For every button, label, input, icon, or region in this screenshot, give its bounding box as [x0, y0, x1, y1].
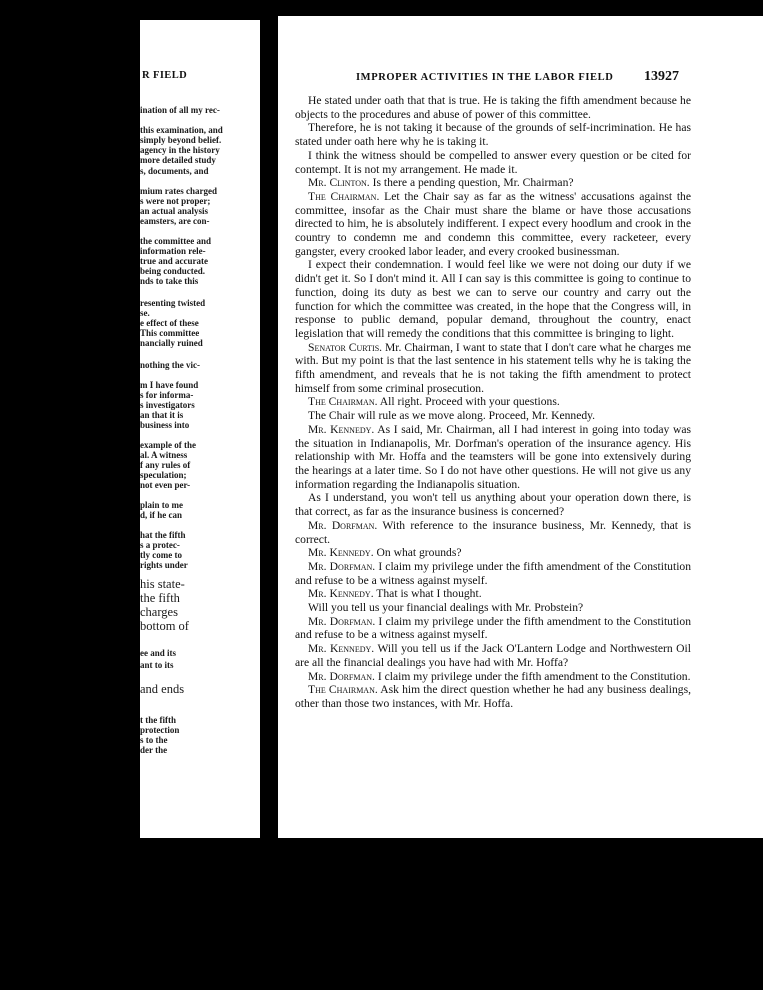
- paragraph-text: Will you tell us if the Jack O'Lantern Lodge and Northwestern Oil are all the financial dealings you have had with Mr. Hoffa?: [295, 642, 691, 669]
- speaker-name: Mr. Dorfman.: [308, 614, 376, 628]
- left-fragment-line: ant to its: [140, 660, 174, 670]
- speaker-name: Mr. Clinton.: [308, 176, 370, 190]
- speaker-name: Mr. Dorfman.: [308, 518, 378, 532]
- transcript-paragraph: [295, 491, 691, 518]
- transcript-paragraph: [295, 341, 691, 396]
- left-fragment-line: not even per-: [140, 480, 191, 490]
- transcript-paragraph: [295, 560, 691, 587]
- left-fragment-line: the fifth: [140, 591, 180, 605]
- paragraph-text: He stated under oath that that is true. He is taking the fifth amendment because he objects to the procedures and abuse of power of this committee.: [295, 94, 691, 121]
- paragraph-text: Is there a pending question, Mr. Chairman?: [369, 176, 574, 190]
- transcript-body: [295, 94, 691, 711]
- left-fragment-line: s to the: [140, 735, 168, 745]
- left-fragment-line: s for informa-: [140, 390, 194, 400]
- paragraph-text: Therefore, he is not taking it because of the grounds of self-incrimination. He has stated under oath here why he is taking it.: [295, 121, 691, 149]
- speaker-name: Mr. Kennedy.: [308, 587, 374, 601]
- left-fragment-line: t the fifth: [140, 715, 176, 725]
- left-fragment-line: e effect of these: [140, 318, 199, 328]
- left-fragment-line: an actual analysis: [140, 206, 209, 216]
- left-fragment-line: nds to take this: [140, 276, 199, 286]
- left-fragment-line: the committee and: [140, 236, 211, 246]
- transcript-paragraph: [295, 519, 691, 546]
- left-fragment-line: al. A witness: [140, 450, 188, 460]
- left-fragment-line: s were not proper;: [140, 196, 211, 206]
- left-fragment-line: This committee: [140, 328, 200, 338]
- running-head: [278, 69, 763, 85]
- left-fragment-line: hat the fifth: [140, 530, 186, 540]
- left-fragment-line: being conducted.: [140, 266, 206, 276]
- left-fragment-line: s investigators: [140, 400, 195, 410]
- transcript-paragraph: [295, 670, 691, 684]
- paragraph-text: I claim my privilege under the fifth amendment to the Constitution.: [374, 669, 691, 683]
- transcript-paragraph: [295, 642, 691, 669]
- left-fragment-line: simply beyond belief.: [140, 135, 222, 145]
- left-fragment-line: f any rules of: [140, 460, 191, 470]
- speaker-name: The Chairman.: [308, 395, 378, 409]
- left-fragment-line: an that it is: [140, 410, 184, 420]
- speaker-name: Mr. Kennedy.: [308, 546, 374, 560]
- speaker-name: Senator Curtis.: [308, 340, 383, 354]
- left-fragment-line: rights under: [140, 560, 188, 570]
- paragraph-text: I think the witness should be compelled to answer every question or be cited for contempt. It is not my arrangement. He made it.: [295, 148, 691, 176]
- left-fragment-line: ee and its: [140, 648, 176, 658]
- paragraph-text: Mr. Chairman, I want to state that I don't care what he charges me with. But my point is that the last sentence in his statement tells why he is taking the fifth amendment, and reveals that he is not taking the fifth amendment to protect himself from some criminal prosecution.: [295, 340, 691, 395]
- book-gutter: [260, 20, 278, 838]
- transcript-paragraph: [295, 121, 691, 148]
- left-fragment-line: and ends: [140, 682, 185, 696]
- left-fragment-line: tly come to: [140, 550, 182, 560]
- left-fragment-line: se.: [140, 308, 150, 318]
- paragraph-text: I claim my privilege under the fifth amendment of the Constitution and refuse to be a witness against myself.: [295, 559, 692, 587]
- paragraph-text: With reference to the insurance business, Mr. Kennedy, that is correct.: [295, 518, 691, 546]
- left-fragment-line: nothing the vic-: [140, 360, 201, 370]
- left-fragment-line: s a protec-: [140, 540, 180, 550]
- transcript-paragraph: [295, 615, 691, 642]
- left-fragment-line: information rele-: [140, 246, 206, 256]
- running-head-title: IMPROPER ACTIVITIES IN THE LABOR FIELD: [356, 72, 614, 83]
- left-fragment-line: true and accurate: [140, 256, 208, 266]
- transcript-paragraph: [295, 423, 691, 492]
- paragraph-text: All right. Proceed with your questions.: [377, 395, 560, 409]
- left-fragment-line: plain to me: [140, 500, 184, 510]
- transcript-paragraph: [295, 149, 691, 176]
- transcript-paragraph: [295, 546, 691, 560]
- paragraph-text: The Chair will rule as we move along. Proceed, Mr. Kennedy.: [308, 409, 596, 423]
- transcript-paragraph: [295, 409, 691, 423]
- left-fragment-line: eamsters, are con-: [140, 216, 210, 226]
- transcript-paragraph: [295, 601, 691, 615]
- left-fragment-line: der the: [140, 745, 168, 755]
- left-fragment-line: his state-: [140, 577, 185, 591]
- transcript-paragraph: [295, 258, 691, 340]
- transcript-paragraph: [295, 176, 691, 190]
- speaker-name: Mr. Dorfman.: [308, 559, 376, 573]
- transcript-paragraph: [295, 683, 691, 710]
- speaker-name: The Chairman.: [308, 189, 380, 203]
- transcript-paragraph: [295, 190, 691, 259]
- facing-page-left: [140, 20, 260, 838]
- left-fragment-line: business into: [140, 420, 190, 430]
- left-fragment-line: protection: [140, 725, 180, 735]
- page-number: 13927: [644, 69, 679, 84]
- paragraph-text: On what grounds?: [373, 546, 462, 560]
- paragraph-text: That is what I thought.: [373, 587, 482, 601]
- left-fragment-line: mium rates charged: [140, 186, 217, 196]
- paragraph-text: Will you tell us your financial dealings with Mr. Probstein?: [308, 601, 584, 615]
- transcript-paragraph: [295, 587, 691, 601]
- left-fragment-line: bottom of: [140, 619, 189, 633]
- left-fragment-line: ination of all my rec-: [140, 105, 220, 115]
- left-fragment-line: charges: [140, 605, 178, 619]
- speaker-name: The Chairman.: [308, 683, 378, 697]
- left-fragment-line: example of the: [140, 440, 196, 450]
- page-13927: [278, 16, 763, 838]
- paragraph-text: I claim my privilege under the fifth amendment to the Constitution and refuse to be a witness against myself.: [295, 614, 691, 642]
- speaker-name: Mr. Dorfman.: [308, 669, 375, 683]
- left-fragment-line: nancially ruined: [140, 338, 203, 348]
- transcript-paragraph: [295, 395, 691, 409]
- transcript-paragraph: [295, 94, 691, 121]
- left-fragment-line: m I have found: [140, 380, 199, 390]
- speaker-name: Mr. Kennedy.: [308, 422, 375, 436]
- speaker-name: Mr. Kennedy.: [308, 642, 375, 656]
- paragraph-text: Ask him the direct question whether he had any business dealings, other than those two instances, with Mr. Hoffa.: [295, 683, 691, 710]
- left-fragment-line: d, if he can: [140, 510, 183, 520]
- left-fragment-line: s, documents, and: [140, 166, 209, 176]
- left-fragment-line: more detailed study: [140, 155, 216, 165]
- left-running-head: R FIELD: [142, 70, 188, 81]
- left-fragment-line: this examination, and: [140, 125, 223, 135]
- left-fragment-line: speculation;: [140, 470, 187, 480]
- left-fragment-line: resenting twisted: [140, 298, 206, 308]
- paragraph-text: I expect their condemnation. I would feel like we were not doing our duty if we didn't get it. So I don't mind it. All I can say is this committee is going to continue to function, doing its duty as best we can to serve our country and carry out the function for which the committee was created, in the hope that the Congress will, in response to public demand, popular demand, throughout the country, enact legislation that will remedy the conditions that this committee is bringing to light.: [295, 258, 691, 340]
- paragraph-text: As I understand, you won't tell us anything about your operation down there, is that correct, as far as the insurance business is concerned?: [295, 491, 691, 519]
- left-fragment-line: agency in the history: [140, 145, 220, 155]
- paragraph-text: As I said, Mr. Chairman, all I had interest in going into today was the situation in Indianapolis, Mr. Dorfman's operation of the insurance agency. His relationship with Mr. Hoffa and the teamsters will be gone into extensively during the hearings at a later time. So I do not have other questions. He will not give us any information regarding the Indianapolis situation.: [295, 422, 691, 491]
- paragraph-text: Let the Chair say as far as the witness' accusations against the committee, insofar as the Chair must share the blame or have those accusations directed to him, he is absolutely indifferent. I expect every hoodlum and crook in the country to condemn me and condemn this committee, every racketeer, every gangster, every crooked labor leader, and every crooked businessman.: [295, 189, 691, 258]
